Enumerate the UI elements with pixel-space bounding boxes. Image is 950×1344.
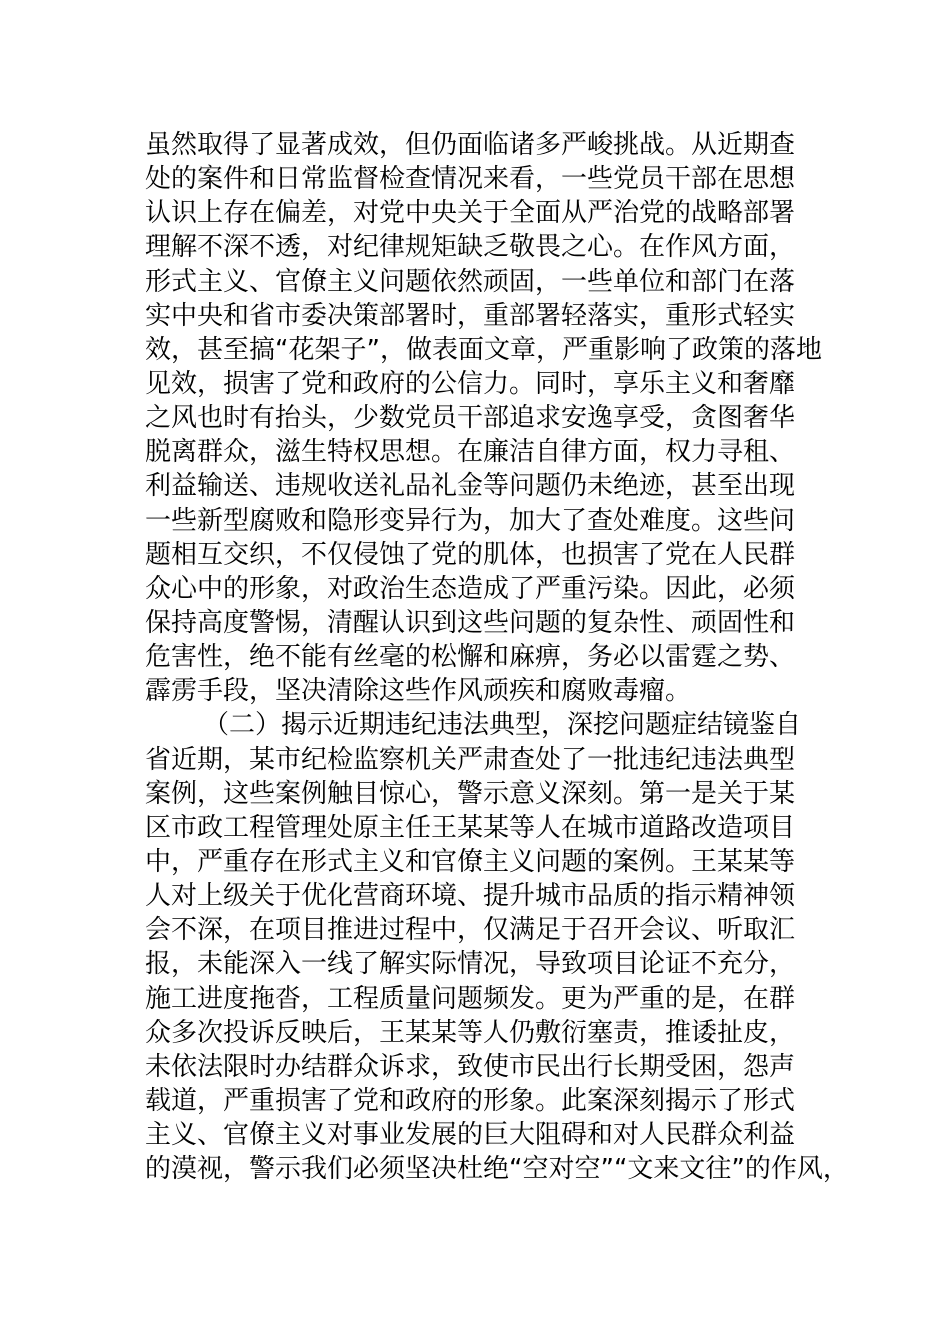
text-line: 众多次投诉反映后，王某某等人仍敷衍塞责，推诿扯皮，: [145, 1017, 796, 1048]
text-line: 主义、官僚主义对事业发展的巨大阻碍和对人民群众利益: [145, 1120, 796, 1151]
text-line: 危害性，绝不能有丝毫的松懈和麻痹，务必以雷霆之势、: [145, 642, 796, 673]
body-text: [145, 128, 849, 1186]
text-line: 利益输送、违规收送礼品礼金等问题仍未绝迹，甚至出现: [145, 471, 796, 502]
text-line: 省近期，某市纪检监察机关严肃查处了一批违纪违法典型: [145, 744, 796, 775]
text-line: 实中央和省市委决策部署时，重部署轻落实，重形式轻实: [145, 300, 796, 331]
text-line: 众心中的形象，对政治生态造成了严重污染。因此，必须: [145, 573, 796, 604]
text-line: 认识上存在偏差，对党中央关于全面从严治党的战略部署: [145, 198, 796, 229]
text-line: 效，甚至搞“花架子”，做表面文章，严重影响了政策的落地: [145, 334, 822, 365]
text-line: 案例，这些案例触目惊心，警示意义深刻。第一是关于某: [145, 778, 796, 809]
text-line: 施工进度拖沓，工程质量问题频发。更为严重的是，在群: [145, 983, 796, 1014]
text-line: 中，严重存在形式主义和官僚主义问题的案例。王某某等: [145, 846, 796, 877]
text-line: 报，未能深入一线了解实际情况，导致项目论证不充分，: [145, 949, 796, 980]
text-line: 题相互交织，不仅侵蚀了党的肌体，也损害了党在人民群: [145, 539, 796, 570]
text-line: 保持高度警惕，清醒认识到这些问题的复杂性、顽固性和: [145, 607, 796, 638]
text-line: 脱离群众，滋生特权思想。在廉洁自律方面，权力寻租、: [145, 437, 796, 468]
text-line: 一些新型腐败和隐形变异行为，加大了查处难度。这些问: [145, 505, 796, 536]
text-line: 区市政工程管理处原主任王某某等人在城市道路改造项目: [145, 812, 796, 843]
text-line: 理解不深不透，对纪律规矩缺乏敬畏之心。在作风方面，: [145, 232, 796, 263]
text-line: 之风也时有抬头，少数党员干部追求安逸享受，贪图奢华: [145, 403, 796, 434]
text-line: 霹雳手段，坚决清除这些作风顽疾和腐败毒瘤。: [145, 676, 692, 707]
text-line: 载道，严重损害了党和政府的形象。此案深刻揭示了形式: [145, 1085, 796, 1116]
text-line: 形式主义、官僚主义问题依然顽固，一些单位和部门在落: [145, 266, 796, 297]
text-line: 的漠视，警示我们必须坚决杜绝“空对空”“文来文往”的作风，: [145, 1154, 849, 1185]
text-line: 未依法限时办结群众诉求，致使市民出行长期受困，怨声: [145, 1051, 796, 1082]
section-heading-line: （二）揭示近期违纪违法典型，深挖问题症结镜鉴自: [203, 710, 802, 741]
text-line: 会不深，在项目推进过程中，仅满足于召开会议、听取汇: [145, 915, 796, 946]
text-line: 见效，损害了党和政府的公信力。同时，享乐主义和奢靡: [145, 368, 796, 399]
text-line: 虽然取得了显著成效，但仍面临诸多严峻挑战。从近期查: [145, 130, 796, 160]
text-line: 处的案件和日常监督检查情况来看，一些党员干部在思想: [145, 164, 796, 195]
text-line: 人对上级关于优化营商环境、提升城市品质的指示精神领: [145, 881, 796, 912]
